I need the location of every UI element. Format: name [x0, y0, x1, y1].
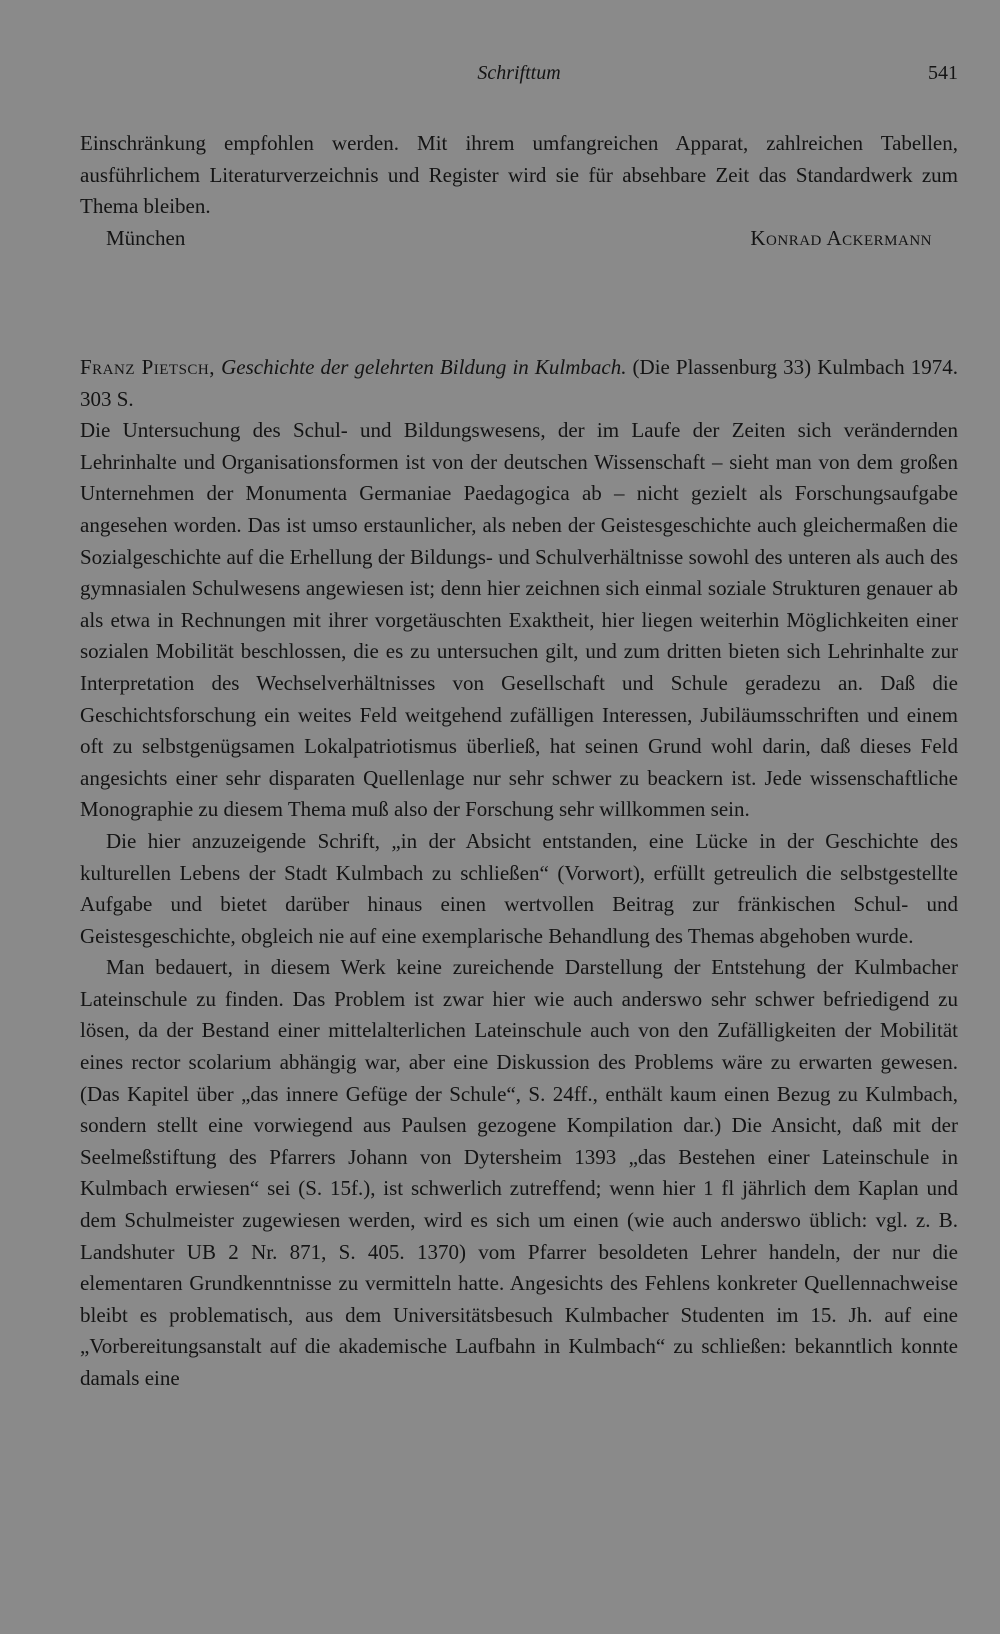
page-number: 541	[928, 62, 958, 84]
book-author: Franz Pietsch,	[80, 355, 216, 379]
running-head	[80, 62, 958, 92]
review-paragraph-1: Die Untersuchung des Schul- und Bildungswesens, der im Laufe der Zeiten sich verändernden Lehrinhalte und Organisationsformen ist von der deutschen Wissenschaft – sieht man von dem großen Unternehmen der Monumenta Germaniae Paedagogica ab – nicht gezielt als Forschungsaufgabe angesehen worden. Das ist umso erstaunlicher, als neben der Geistesgeschichte auch gleichermaßen die Sozialgeschichte auf die Erhellung der Bildungs- und Schulverhältnisse sowohl des unteren als auch des gymnasialen Schulwesens angewiesen ist; denn hier zeichnen sich einmal soziale Strukturen genauer ab als etwa in Rechnungen mit ihrer vorgetäuschten Exaktheit, hier liegen weiterhin Möglichkeiten einer sozialen Mobilität beschlossen, die es zu untersuchen gilt, und zum dritten bieten sich Lehrinhalte zur Interpretation des Wechselverhältnisses von Gesellschaft und Schule geradezu an. Daß die Geschichtsforschung ein weites Feld weitgehend zufälligen Interessen, Jubiläumsschriften und einem oft zu selbstgenügsamen Lokalpatriotismus überließ, hat seinen Grund wohl darin, daß dieses Feld angesichts einer sehr disparaten Quellenlage nur sehr schwer zu beackern ist. Jede wissenschaftliche Monographie zu diesem Thema muß also der Forschung sehr willkommen sein.	[80, 418, 958, 822]
previous-review-ending	[80, 128, 958, 254]
book-title: Geschichte der gelehrten Bildung in Kulmbach.	[221, 355, 627, 379]
bibliographic-entry	[80, 352, 958, 415]
running-title: Schrifttum	[477, 62, 561, 84]
review-article	[80, 352, 958, 1395]
reviewer-place: München	[106, 225, 186, 250]
reviewer-name: Konrad Ackermann	[750, 225, 932, 250]
review-paragraph-3: Man bedauert, in diesem Werk keine zureichende Darstellung der Entstehung der Kulmbacher Lateinschule zu finden. Das Problem ist zwar hier wie auch anderswo sehr schwer befriedigend zu lösen, da der Bestand einer mittelalterlichen Lateinschule auch von den Zufälligkeiten der Mobilität eines rector scolarium abhängig war, aber eine Diskussion des Problems wäre zu erwarten gewesen. (Das Kapitel über „das innere Gefüge der Schule“, S. 24ff., enthält kaum einen Bezug zu Kulmbach, sondern stellt eine vorwiegend aus Paulsen gezogene Kompilation dar.) Die Ansicht, daß mit der Seelmeßstiftung des Pfarrers Johann von Dytersheim 1393 „das Bestehen einer Lateinschule in Kulmbach erwiesen“ sei (S. 15f.), ist schwerlich zutreffend; wenn hier 1 fl jährlich dem Kaplan und dem Schulmeister zugewiesen werden, wird es sich um einen (wie auch anderswo üblich: vgl. z. B. Landshuter UB 2 Nr. 871, S. 405. 1370) vom Pfarrer besoldeten Lehrer handeln, der nur die elementaren Grundkenntnisse zu vermitteln hatte. Angesichts des Fehlens konkreter Quellennachweise bleibt es problematisch, aus dem Universitätsbesuch Kulmbacher Studenten im 15. Jh. auf eine „Vorbereitungsanstalt auf die akademische Laufbahn in Kulmbach“ zu schließen: bekanntlich konnte damals eine	[80, 955, 958, 1390]
review-paragraph-2: Die hier anzuzeigende Schrift, „in der Absicht entstanden, eine Lücke in der Geschichte des kulturellen Lebens der Stadt Kulmbach zu schließen“ (Vorwort), erfüllt getreulich die selbstgestellte Aufgabe und bietet darüber hinaus einen wertvollen Beitrag zur fränkischen Schul- und Geistesgeschichte, obgleich nie auf eine exemplarische Behandlung des Themas abgehoben wurde.	[80, 828, 958, 948]
book-publication: (Die Plassenburg 33) Kulmbach 1974. 303 S.	[80, 355, 958, 411]
reviewer-signature	[80, 223, 958, 255]
previous-review-text: Einschränkung empfohlen werden. Mit ihrem umfangreichen Apparat, zahlreichen Tabellen, ausführlichem Literaturverzeichnis und Register wird sie für absehbare Zeit das Standardwerk zum Thema bleiben.	[80, 131, 958, 219]
